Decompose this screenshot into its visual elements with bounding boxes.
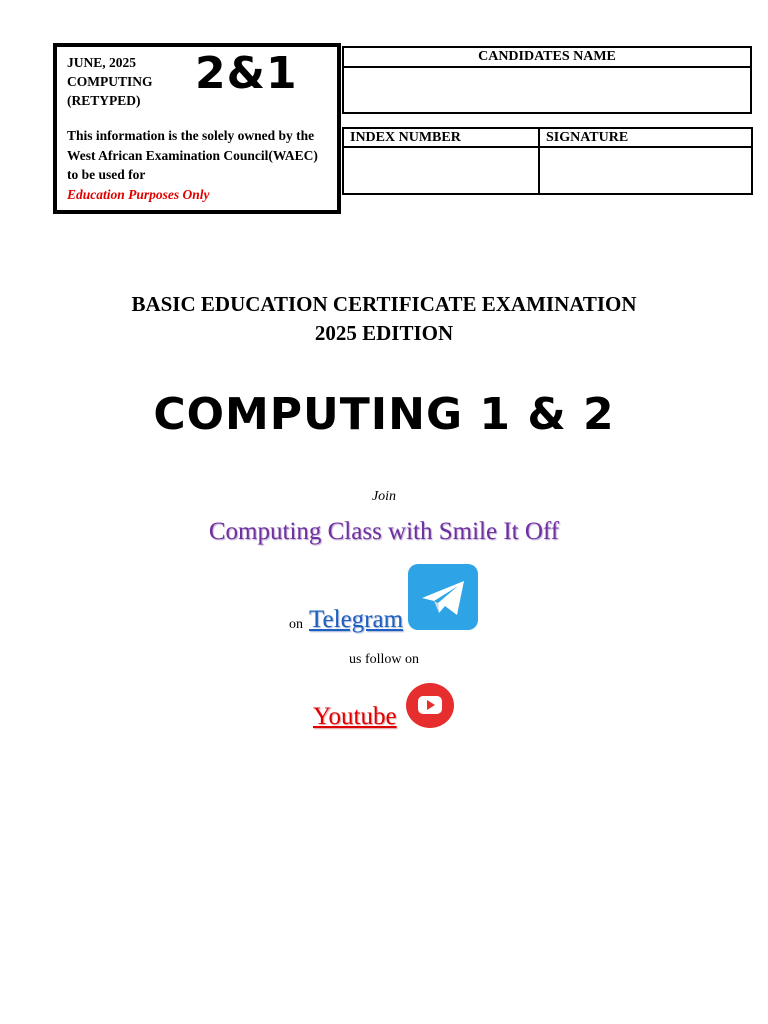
signature-field[interactable] [539,147,752,194]
signature-label: SIGNATURE [539,128,752,147]
youtube-icon[interactable] [406,683,454,728]
ownership-notice [67,126,329,204]
subject-label: COMPUTING [67,74,153,89]
edition-title: 2025 EDITION [314,321,454,345]
index-number-field[interactable] [343,147,539,194]
candidates-name-label: CANDIDATES NAME [343,47,751,67]
exam-date: JUNE, 2025 [67,55,137,70]
candidates-name-field[interactable] [343,67,751,113]
on-text: on [289,617,303,632]
ownership-text: This information is the solely owned by the West African Examination Council(WAEC) to be used for [67,128,318,182]
paper-code: 2&1 [195,48,298,99]
subject-title: COMPUTING 1 & 2 [153,389,615,440]
index-number-label: INDEX NUMBER [343,128,539,147]
education-purposes-text: Education Purposes Only [67,186,210,202]
join-text: Join [371,489,397,504]
index-signature-table [342,127,753,195]
retyped-label: (RETYPED) [67,93,141,108]
class-name-text: Computing Class with Smile It Off [208,518,560,545]
exam-title-block [0,290,768,348]
candidate-name-table [342,46,752,114]
telegram-icon[interactable] [408,564,478,630]
info-box [53,43,341,214]
telegram-link[interactable]: Telegram [309,606,404,633]
exam-title: BASIC EDUCATION CERTIFICATE EXAMINATION [131,292,637,316]
follow-text: us follow on [349,652,419,667]
youtube-link[interactable]: Youtube [313,703,397,730]
